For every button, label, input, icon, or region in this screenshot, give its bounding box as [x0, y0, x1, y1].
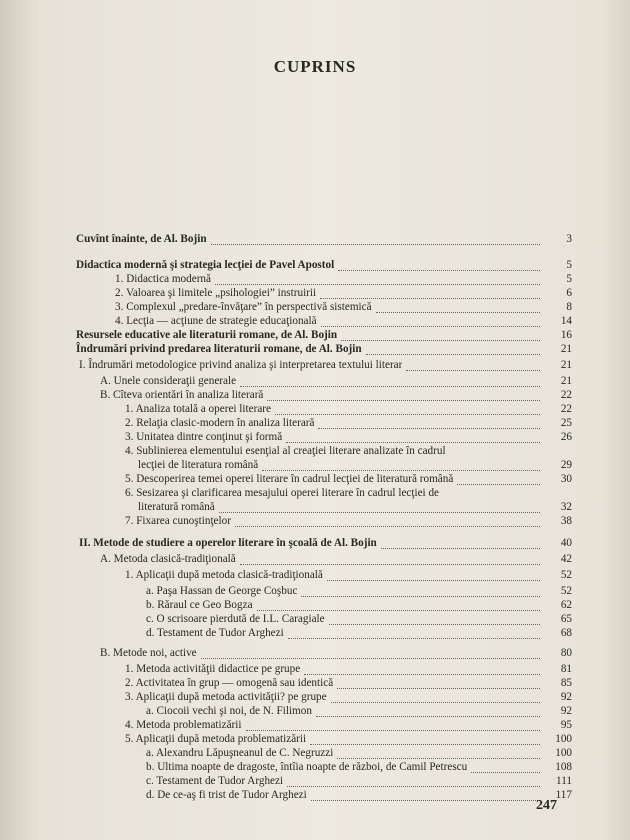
toc-entry-title: a. Alexandru Lăpuşneanul de C. Negruzzi [146, 747, 334, 759]
toc-entry [0, 314, 630, 328]
toc-entry-page: 21 [560, 359, 572, 371]
dot-leader [219, 500, 540, 513]
toc-entry [0, 732, 630, 746]
toc-entry [0, 584, 630, 598]
toc-entry [0, 472, 630, 486]
toc-entry-page: 16 [560, 329, 572, 341]
toc-entry-title: 4. Metoda problematizării [125, 719, 242, 731]
dot-leader [341, 328, 540, 341]
toc-entry-page: 5 [566, 273, 572, 285]
dot-leader [235, 514, 540, 527]
toc-entry-title: d. De ce-aş fi trist de Tudor Arghezi [146, 789, 307, 801]
toc-entry [0, 388, 630, 402]
dot-leader [327, 568, 540, 581]
toc-entry-title: 4. Sublinierea elementului esenţial al creaţiei literare analizate în cadrul [125, 445, 446, 457]
dot-leader [338, 258, 540, 271]
toc-entry-page: 92 [560, 691, 572, 703]
dot-leader [310, 732, 540, 745]
toc-entry-page: 22 [560, 403, 572, 415]
toc-entry-page: 21 [560, 343, 572, 355]
dot-leader [337, 746, 540, 759]
toc-entry-page: 117 [555, 789, 572, 801]
dot-leader [286, 430, 540, 443]
toc-entry-page: 62 [560, 599, 572, 611]
toc-entry-title: a. Paşa Hassan de George Coşbuc [146, 585, 298, 597]
toc-entry-page: 52 [560, 569, 572, 581]
dot-leader [406, 358, 540, 371]
toc-entry-page: 65 [560, 613, 572, 625]
toc-entry [0, 402, 630, 416]
toc-entry [0, 746, 630, 760]
toc-entry [0, 760, 630, 774]
toc-entry-page: 85 [560, 677, 572, 689]
toc-entry-title: b. Răraul ce Geo Bogza [146, 599, 253, 611]
toc-entry [0, 342, 630, 356]
toc-entry-title: 3. Unitatea dintre conţinut şi formă [125, 431, 283, 443]
toc-entry-title: I. Îndrumări metodologice privind analiza şi interpretarea textului literar [79, 359, 403, 371]
toc-entry [0, 626, 630, 640]
toc-entry-title: 2. Valoarea şi limitele „psihologiei” instruirii [115, 287, 317, 299]
dot-leader [457, 472, 540, 485]
toc-entry-title: B. Cîteva orientări în analiza literară [100, 389, 264, 401]
toc-entry-title: B. Metode noi, active [100, 647, 197, 659]
toc-entry-title: c. O scrisoare pierdută de I.L. Caragiale [146, 613, 325, 625]
dot-leader [275, 402, 540, 415]
toc-entry-page: 100 [555, 747, 572, 759]
toc-entry-page: 3 [566, 233, 572, 245]
toc-entry [0, 328, 630, 342]
toc-entry-title: Resursele educative ale literaturii romane, de Al. Bojin [76, 329, 338, 341]
toc-entry [0, 416, 630, 430]
toc-entry-page: 92 [560, 705, 572, 717]
toc-entry [0, 458, 630, 472]
toc-entry-page: 52 [560, 585, 572, 597]
toc-entry-page: 21 [560, 375, 572, 387]
toc-entry-title: 7. Fixarea cunoştinţelor [125, 515, 231, 527]
toc-entry-title: 3. Aplicaţii după metoda activităţii? pe grupe [125, 691, 327, 703]
toc-entry-page: 108 [555, 761, 572, 773]
toc-entry [0, 612, 630, 626]
toc-entry-title: 1. Didactica modernă [115, 273, 211, 285]
page-title: CUPRINS [273, 57, 357, 76]
toc-entry [0, 258, 630, 272]
toc-entry [0, 486, 630, 500]
toc-entry [0, 358, 630, 372]
dot-leader [267, 388, 540, 401]
dot-leader [304, 662, 540, 675]
dot-leader [287, 774, 540, 787]
toc-entry-title: d. Testament de Tudor Arghezi [146, 627, 284, 639]
toc-entry-page: 40 [560, 537, 572, 549]
dot-leader [301, 584, 540, 597]
dot-leader [201, 646, 540, 659]
dot-leader [262, 458, 540, 471]
toc-entry-title: Didactica modernă şi strategia lecţiei de Pavel Apostol [76, 259, 335, 271]
dot-leader [215, 272, 540, 285]
toc-entry-page: 5 [566, 259, 572, 271]
toc-entry-page: 26 [560, 431, 572, 443]
toc-entry-page: 38 [560, 515, 572, 527]
toc-entry-title: 1. Analiza totală a operei literare [125, 403, 271, 415]
dot-leader [381, 536, 540, 549]
dot-leader [321, 314, 540, 327]
toc-entry-page: 68 [560, 627, 572, 639]
toc-entry-title: literatură română [138, 501, 215, 513]
dot-leader [240, 374, 540, 387]
toc-entry [0, 568, 630, 582]
toc-entry-title: A. Unele consideraţii generale [100, 375, 237, 387]
toc-entry [0, 272, 630, 286]
dot-leader [337, 676, 540, 689]
toc-entry-page: 100 [555, 733, 572, 745]
toc-entry-page: 32 [560, 501, 572, 513]
dot-leader [311, 788, 540, 801]
dot-leader [329, 612, 540, 625]
toc-entry [0, 430, 630, 444]
toc-entry-title: 6. Sesizarea şi clarificarea mesajului operei literare în cadrul lecţiei de [125, 487, 440, 499]
toc-entry [0, 444, 630, 458]
dot-leader [288, 626, 540, 639]
toc-entry [0, 514, 630, 528]
dot-leader [240, 552, 540, 565]
toc-entry-page: 25 [560, 417, 572, 429]
toc-entry [0, 598, 630, 612]
toc-entry-page: 30 [560, 473, 572, 485]
toc-entry-title: Cuvînt înainte, de Al. Bojin [76, 233, 207, 245]
dot-leader [471, 760, 540, 773]
toc-entry [0, 774, 630, 788]
toc-entry-title: lecţiei de literatura română [138, 459, 259, 471]
dot-leader [318, 416, 540, 429]
dot-leader [316, 704, 540, 717]
dot-leader [211, 232, 540, 245]
toc-entry-title: 5. Aplicaţii după metoda problematizării [125, 733, 307, 745]
toc-entry-page: 80 [560, 647, 572, 659]
toc-entry [0, 500, 630, 514]
dot-leader [320, 286, 540, 299]
toc-entry-page: 6 [566, 287, 572, 299]
toc-entry [0, 374, 630, 388]
toc-entry-title: 2. Activitatea în grup — omogenă sau identică [125, 677, 334, 689]
dot-leader [331, 690, 540, 703]
toc-entry-title: a. Ciocoii vechi şi noi, de N. Filimon [146, 705, 312, 717]
toc-entry-title: 2. Relaţia clasic-modern în analiza literară [125, 417, 315, 429]
toc-entry-title: 5. Descoperirea temei operei literare în cadrul lecţiei de literatură română [125, 473, 454, 485]
page-number: 247 [536, 798, 557, 813]
toc-entry-page: 111 [556, 775, 572, 787]
toc-entry-page: 8 [566, 301, 572, 313]
toc-entry [0, 536, 630, 550]
toc-entry [0, 300, 630, 314]
toc-entry [0, 552, 630, 566]
toc-entry-page: 81 [560, 663, 572, 675]
toc-entry [0, 690, 630, 704]
toc-entry [0, 286, 630, 300]
toc-entry-title: A. Metoda clasică-tradiţională [100, 553, 236, 565]
toc-entry [0, 718, 630, 732]
toc-entry-title: Îndrumări privind predarea literaturii romane, de Al. Bojin [76, 343, 362, 355]
toc-entry-page: 22 [560, 389, 572, 401]
toc-entry-title: 1. Metoda activităţii didactice pe grupe [125, 663, 301, 675]
toc-entry [0, 232, 630, 246]
toc-entry-page: 29 [560, 459, 572, 471]
toc-entry-title: II. Metode de studiere a operelor literare în şcoală de Al. Bojin [79, 537, 377, 549]
dot-leader [366, 342, 540, 355]
toc-entry-page: 42 [560, 553, 572, 565]
toc-entry-page: 14 [560, 315, 572, 327]
dot-leader [376, 300, 540, 313]
toc-entry [0, 676, 630, 690]
toc-entry-title: c. Testament de Tudor Arghezi [146, 775, 284, 787]
toc-entry [0, 646, 630, 660]
dot-leader [257, 598, 540, 611]
dot-leader [246, 718, 540, 731]
toc-entry-title: 3. Complexul „predare-învăţare” în perspectivă sistemică [115, 301, 372, 313]
toc-entry-title: b. Ultima noapte de dragoste, întîia noapte de război, de Camil Petrescu [146, 761, 468, 773]
toc-entry-title: 4. Lecţia — acţiune de strategie educaţională [115, 315, 317, 327]
toc-entry [0, 662, 630, 676]
toc-entry [0, 704, 630, 718]
toc-entry-page: 95 [560, 719, 572, 731]
toc-entry-title: 1. Aplicaţii după metoda clasică-tradiţională [125, 569, 323, 581]
